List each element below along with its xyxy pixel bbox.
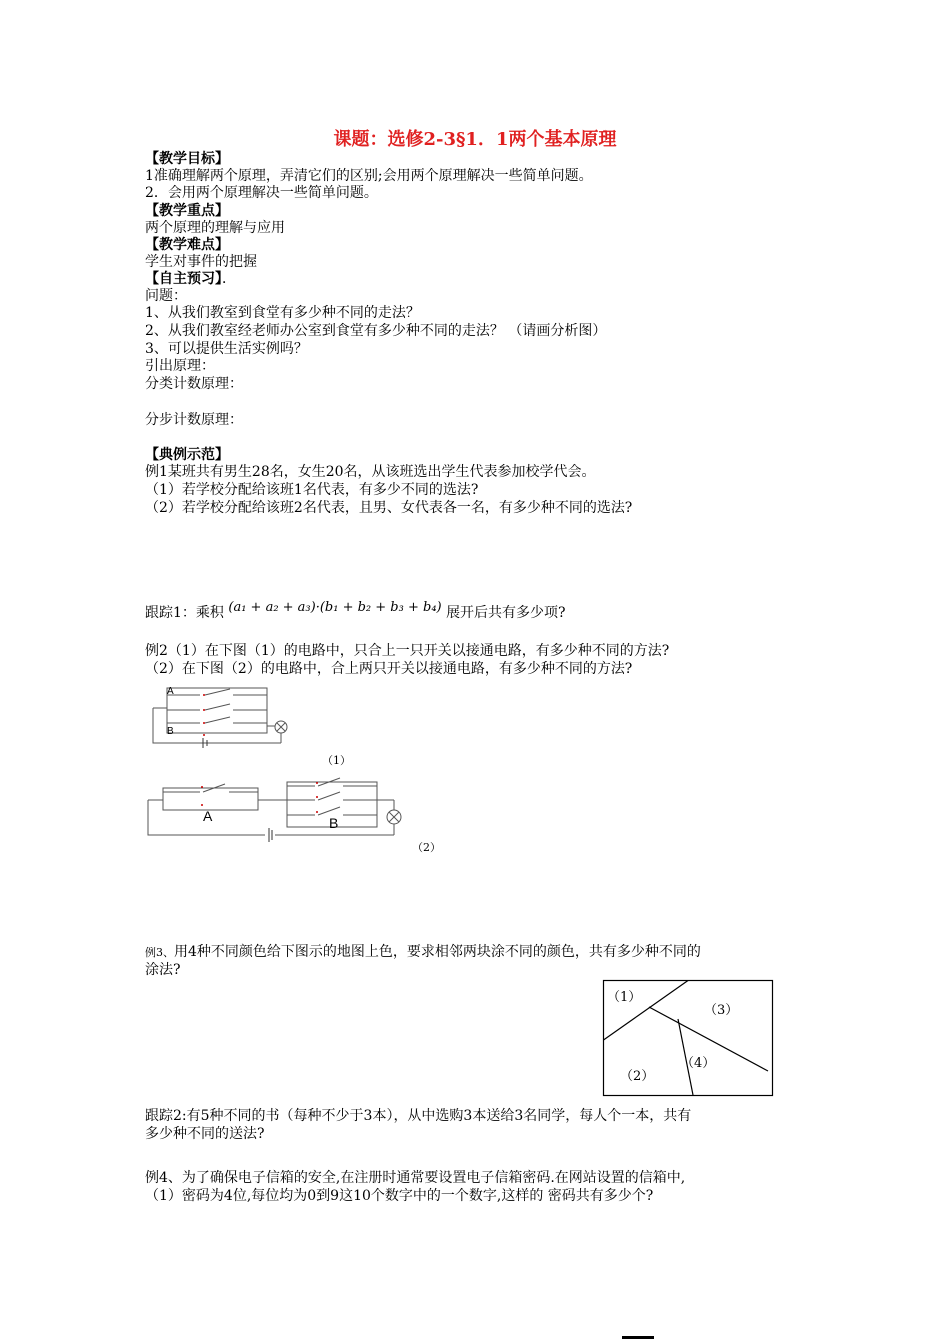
map-region-4: （4） — [681, 1056, 716, 1071]
difficulty-header: 【教学难点】 — [145, 237, 229, 253]
principle-multiplication: 分步计数原理： — [145, 412, 243, 428]
goal-1: 1准确理解两个原理，弄清它们的区别;会用两个原理解决一些简单问题。 — [145, 168, 593, 184]
example-3-prefix: 例3、 — [145, 946, 174, 959]
question-2: 2、从我们教室经老师办公室到食堂有多少种不同的走法？ （请画分析图） — [145, 323, 607, 339]
circuit-1-caption: （1） — [322, 754, 351, 767]
map-region-1: （1） — [607, 990, 642, 1005]
track-2-line-2: 多少种不同的送法? — [145, 1126, 265, 1142]
map-region-2: （2） — [620, 1069, 655, 1084]
circuit-diagram-1 — [145, 683, 305, 763]
difficulty-text: 学生对事件的把握 — [145, 254, 257, 270]
page-title: 课题：选修2-3§1．1两个基本原理 — [333, 129, 617, 150]
preview-header: 【自主预习】 — [145, 271, 222, 287]
circuit-2-label-b: B — [329, 815, 339, 831]
lead-out: 引出原理： — [145, 358, 215, 374]
circuit-1-label-a: A — [167, 686, 174, 697]
circuit-2-label-a: A — [203, 808, 213, 824]
example-3 — [145, 944, 701, 961]
map-diagram — [602, 979, 777, 1099]
track-1-prefix: 跟踪1：乘积 — [145, 605, 224, 621]
focus-header: 【教学重点】 — [145, 203, 229, 219]
examples-header: 【典例示范】 — [145, 447, 229, 463]
circuit-diagram-2 — [145, 770, 415, 850]
example-3-text: 用4种不同颜色给下图示的地图上色，要求相邻两块涂不同的颜色，共有多少种不同的 — [174, 944, 701, 960]
example-1: 例1某班共有男生28名，女生20名，从该班选出学生代表参加校学代会。 — [145, 464, 596, 480]
question-label: 问题： — [145, 288, 187, 304]
principle-addition: 分类计数原理： — [145, 376, 243, 392]
preview-suffix: ． — [222, 271, 236, 287]
example-3-line-2: 涂法? — [145, 962, 181, 978]
example-2-part-2: （2）在下图（2）的电路中，合上两只开关以接通电路，有多少种不同的方法? — [145, 661, 633, 677]
footer-rule — [622, 1336, 654, 1339]
question-1: 1、从我们教室到食堂有多少种不同的走法？ — [145, 305, 420, 321]
example-4-line-1: 例4、为了确保电子信箱的安全,在注册时通常要设置电子信箱密码.在网站设置的信箱中, — [145, 1170, 686, 1186]
track-1 — [145, 600, 566, 622]
example-1-part-1: （1）若学校分配给该班1名代表，有多少不同的选法? — [145, 482, 479, 498]
goals-header: 【教学目标】 — [145, 151, 229, 167]
map-region-3: （3） — [704, 1003, 739, 1018]
focus-text: 两个原理的理解与应用 — [145, 220, 285, 236]
circuit-2-caption: （2） — [412, 841, 441, 854]
circuit-1-label-b: B — [167, 726, 174, 737]
example-1-part-2: （2）若学校分配给该班2名代表，且男、女代表各一名，有多少种不同的选法? — [145, 500, 633, 516]
track-1-formula: (a₁ + a₂ + a₃)·(b₁ + b₂ + b₃ + b₄) — [228, 600, 442, 615]
question-3: 3、可以提供生活实例吗？ — [145, 341, 308, 357]
preview-line — [145, 271, 236, 288]
goal-2: 2．会用两个原理解决一些简单问题。 — [145, 185, 378, 201]
track-2-line-1: 跟踪2:有5种不同的书（每种不少于3本），从中选购3本送给3名同学，每人个一本，共有 — [145, 1108, 692, 1124]
example-4-line-2: （1）密码为4位,每位均为0到9这10个数字中的一个数字,这样的 密码共有多少个? — [145, 1188, 654, 1204]
example-2-part-1: 例2（1）在下图（1）的电路中，只合上一只开关以接通电路，有多少种不同的方法? — [145, 643, 670, 659]
track-1-suffix: 展开后共有多少项? — [446, 605, 566, 621]
